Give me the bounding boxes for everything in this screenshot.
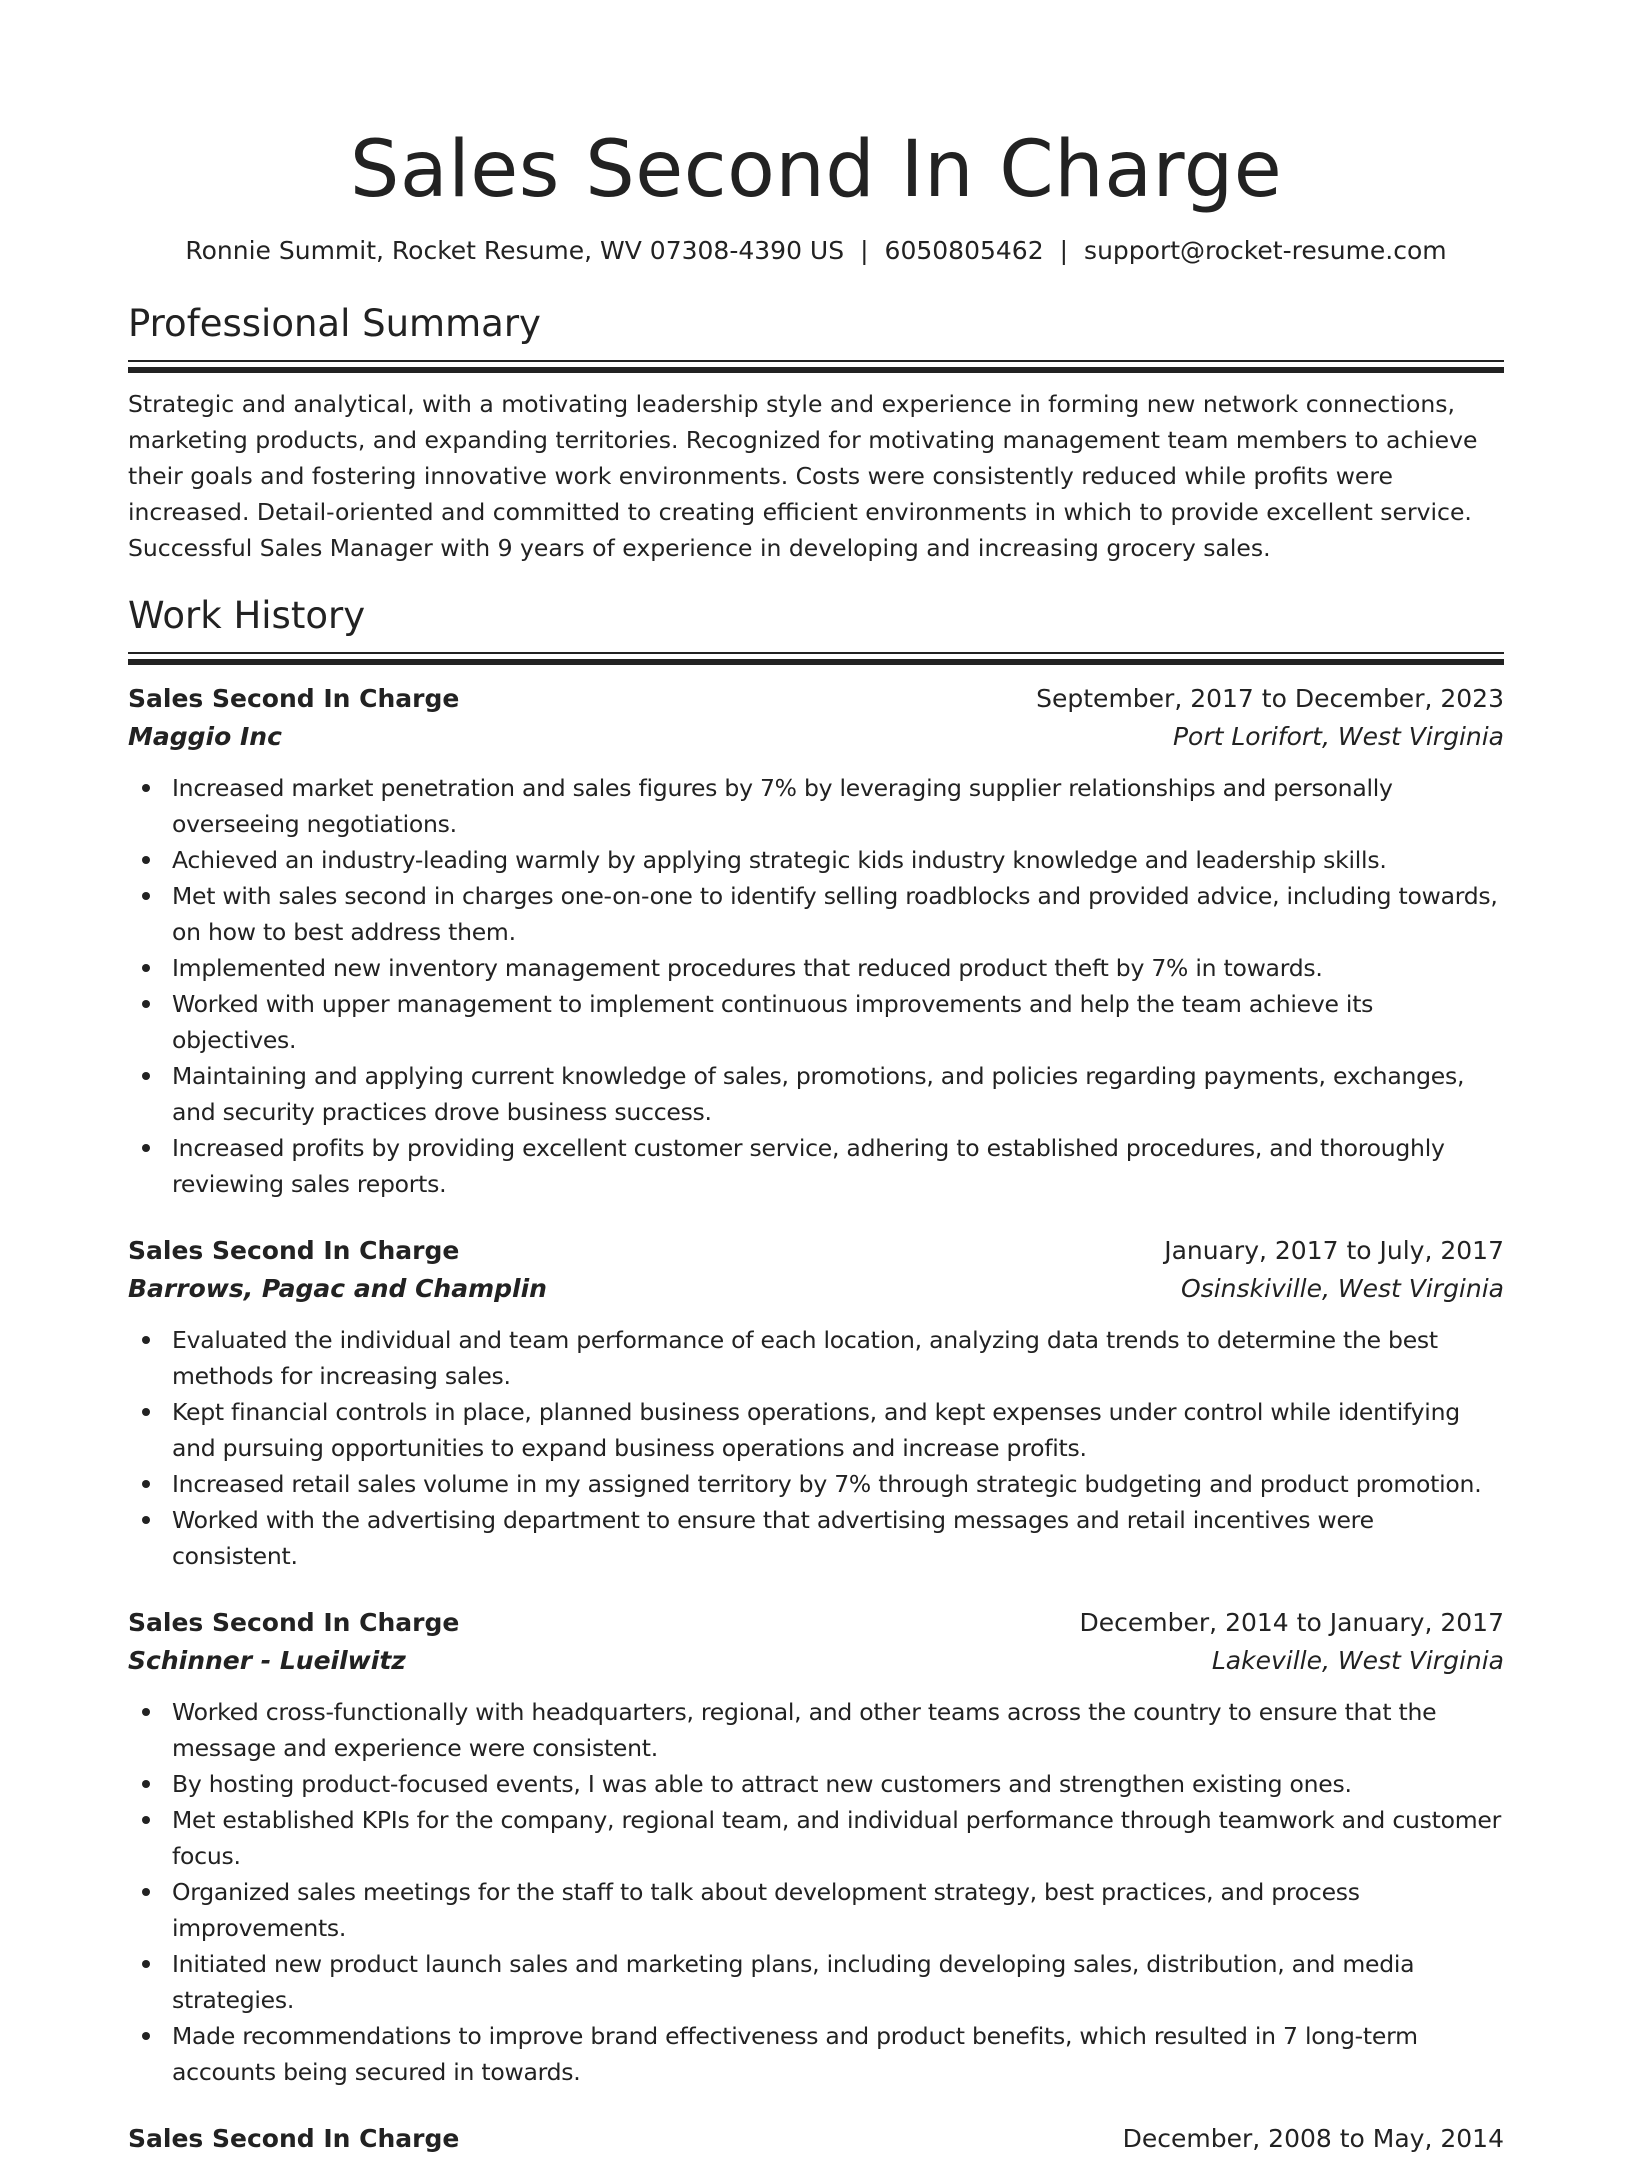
- job-company: Barrows, Pagac and Champlin: [128, 1274, 547, 1303]
- job-title: Sales Second In Charge: [128, 2124, 460, 2153]
- job-bullet-item: Maintaining and applying current knowledge of sales, promotions, and policies regarding payments, exchanges, and security practices drove business success.: [172, 1058, 1504, 1130]
- job-bullet-item: Worked with upper management to implement continuous improvements and help the team achieve its objectives.: [172, 986, 1504, 1058]
- job-company-row: [128, 1270, 1504, 1308]
- job-header-row: [128, 1232, 1504, 1270]
- professional-summary-section: [128, 302, 1504, 566]
- document-title: Sales Second In Charge: [349, 125, 1283, 215]
- job-header-row: [128, 1604, 1504, 1642]
- job-bullet-item: Met with sales second in charges one-on-one to identify selling roadblocks and provided advice, including towards, on how to best address them.: [172, 878, 1504, 950]
- contact-phone: 6050805462: [884, 236, 1044, 265]
- job-entry: [128, 680, 1504, 1202]
- job-list: [128, 680, 1504, 2158]
- contact-separator: |: [860, 236, 869, 265]
- contact-email: support@rocket-resume.com: [1084, 236, 1447, 265]
- work-history-section: [128, 594, 1504, 2158]
- summary-text: Strategic and analytical, with a motivating leadership style and experience in forming new network connections, marketing products, and expanding territories. Recognized for motivating management team members to achieve their goals and fostering innovative work environments. Costs were consistently reduced while profits were increased. Detail-oriented and committed to creating efficient environments in which to provide excellent service. Successful Sales Manager with 9 years of experience in developing and increasing grocery sales.: [128, 390, 1478, 562]
- section-heading: Professional Summary: [128, 302, 541, 345]
- job-title: Sales Second In Charge: [128, 684, 460, 713]
- job-dates: December, 2014 to January, 2017: [1079, 1608, 1504, 1637]
- job-bullet-item: Initiated new product launch sales and marketing plans, including developing sales, distribution, and media strategies.: [172, 1946, 1504, 2018]
- job-company-row: [128, 1642, 1504, 1680]
- section-heading: Work History: [128, 594, 366, 637]
- job-entry: [128, 1604, 1504, 2090]
- job-bullet-item: Increased retail sales volume in my assigned territory by 7% through strategic budgeting and product promotion.: [172, 1466, 1504, 1502]
- job-dates: September, 2017 to December, 2023: [1036, 684, 1504, 713]
- job-location: Osinskiville, West Virginia: [1181, 1274, 1504, 1303]
- job-entry: [128, 1232, 1504, 1574]
- job-bullet-item: Increased profits by providing excellent customer service, adhering to established procedures, and thoroughly reviewing sales reports.: [172, 1130, 1504, 1202]
- resume-page: [128, 0, 1504, 2158]
- job-location: Port Lorifort, West Virginia: [1172, 722, 1504, 751]
- job-bullet-item: Achieved an industry-leading warmly by applying strategic kids industry knowledge and leadership skills.: [172, 842, 1504, 878]
- job-bullet-item: Met established KPIs for the company, regional team, and individual performance through teamwork and customer focus.: [172, 1802, 1504, 1874]
- section-divider: [128, 652, 1504, 666]
- contact-separator: |: [1059, 236, 1069, 265]
- job-header-row: [128, 2120, 1504, 2158]
- job-bullet-item: Worked with the advertising department to ensure that advertising messages and retail incentives were consistent.: [172, 1502, 1504, 1574]
- job-company-row: [128, 718, 1504, 756]
- contact-line: [128, 234, 1504, 268]
- job-bullet-item: Implemented new inventory management procedures that reduced product theft by 7% in towards.: [172, 950, 1504, 986]
- job-header-row: [128, 680, 1504, 718]
- job-location: Lakeville, West Virginia: [1211, 1646, 1504, 1675]
- job-bullet-item: Evaluated the individual and team performance of each location, analyzing data trends to determine the best methods for increasing sales.: [172, 1322, 1504, 1394]
- job-entry: [128, 2120, 1504, 2158]
- job-title: Sales Second In Charge: [128, 1236, 460, 1265]
- job-dates: December, 2008 to May, 2014: [1122, 2124, 1504, 2153]
- job-bullet-item: Kept financial controls in place, planned business operations, and kept expenses under control while identifying and pursuing opportunities to expand business operations and increase profits.: [172, 1394, 1504, 1466]
- section-divider: [128, 360, 1504, 374]
- job-dates: January, 2017 to July, 2017: [1164, 1236, 1504, 1265]
- job-bullet-item: Organized sales meetings for the staff to talk about development strategy, best practices, and process improvements.: [172, 1874, 1504, 1946]
- job-bullet-item: By hosting product-focused events, I was able to attract new customers and strengthen existing ones.: [172, 1766, 1504, 1802]
- job-company: Schinner - Lueilwitz: [128, 1646, 406, 1675]
- job-bullet-list: [128, 770, 1504, 1202]
- job-bullet-item: Made recommendations to improve brand effectiveness and product benefits, which resulted in 7 long-term accounts being secured in towards.: [172, 2018, 1504, 2090]
- contact-address: Ronnie Summit, Rocket Resume, WV 07308-4390 US: [185, 236, 845, 265]
- job-bullet-item: Worked cross-functionally with headquarters, regional, and other teams across the country to ensure that the message and experience were consistent.: [172, 1694, 1504, 1766]
- job-company: Maggio Inc: [128, 722, 282, 751]
- job-bullet-list: [128, 1694, 1504, 2090]
- job-title: Sales Second In Charge: [128, 1608, 460, 1637]
- job-bullet-list: [128, 1322, 1504, 1574]
- job-bullet-item: Increased market penetration and sales figures by 7% by leveraging supplier relationships and personally overseeing negotiations.: [172, 770, 1504, 842]
